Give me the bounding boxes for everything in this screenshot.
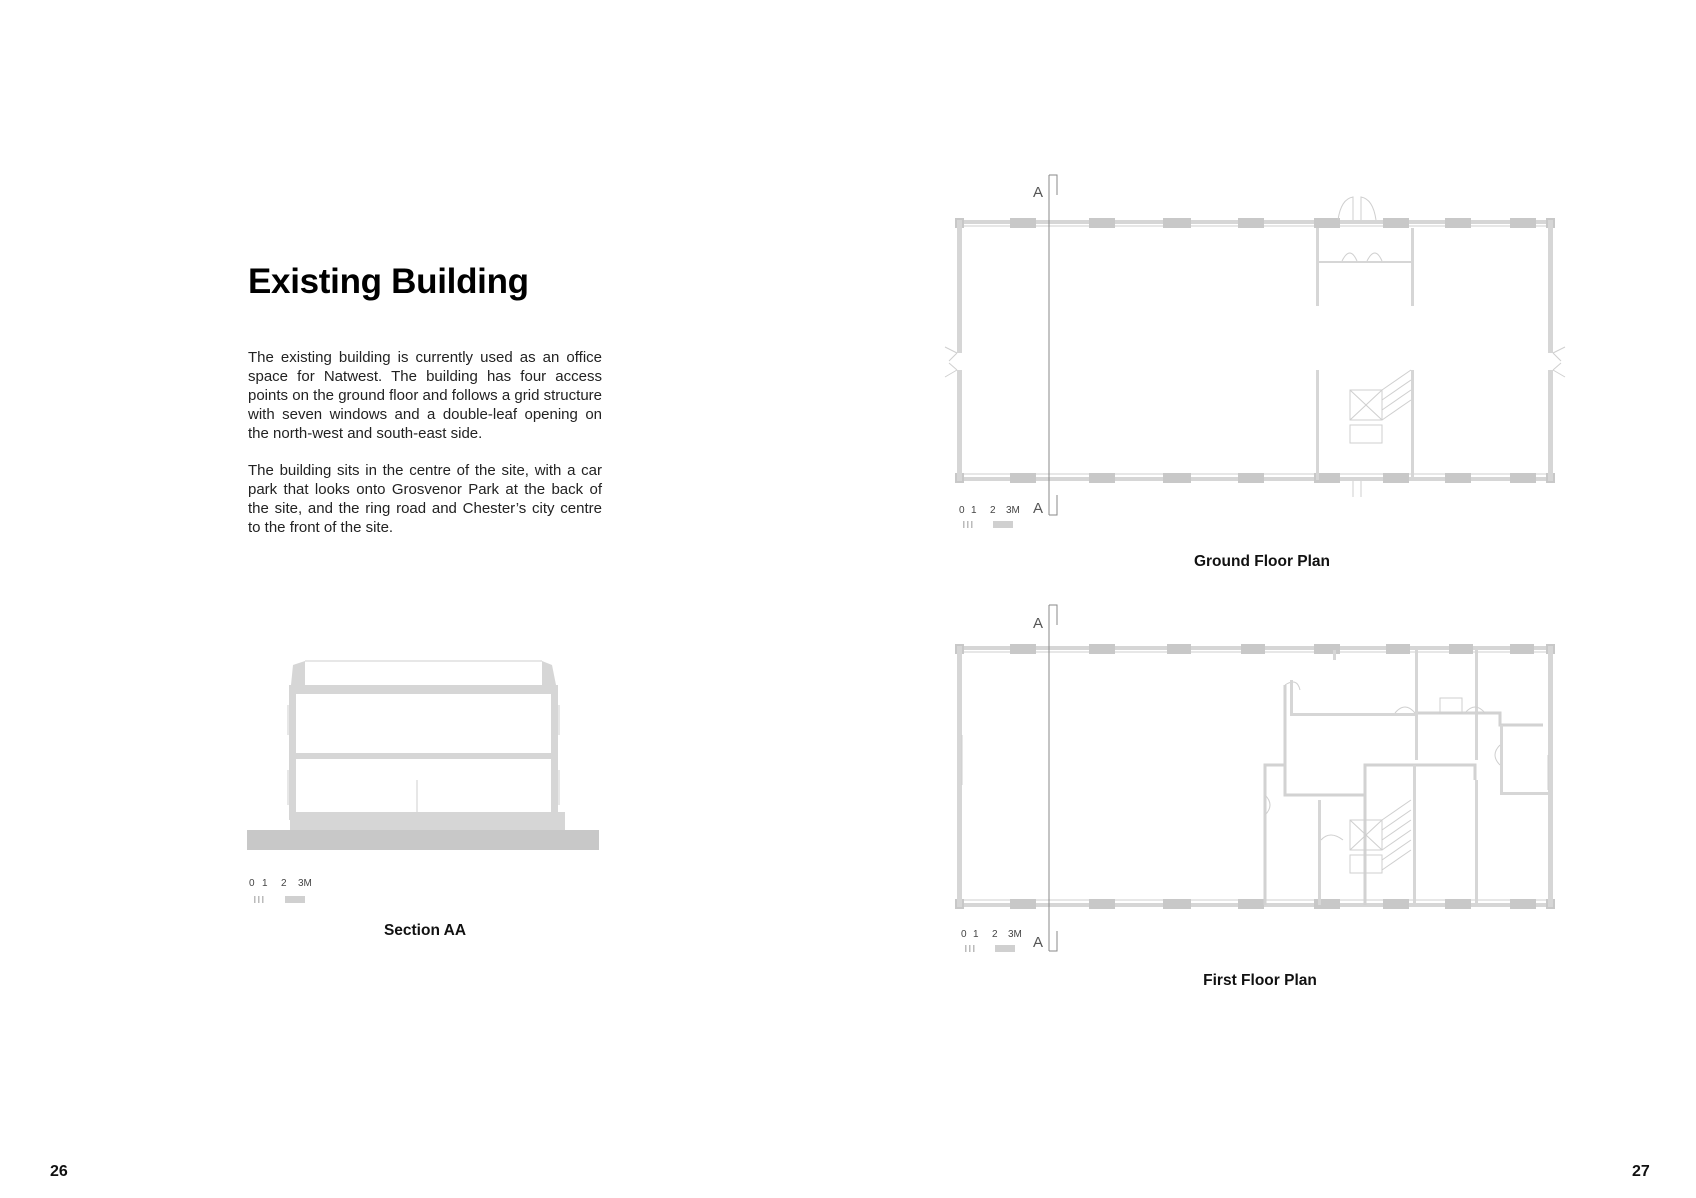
section-aa-caption: Section AA bbox=[383, 922, 467, 939]
first-floor-plan bbox=[945, 605, 1565, 955]
svg-text:2: 2 bbox=[281, 878, 287, 889]
section-aa-drawing bbox=[245, 655, 605, 889]
gf-section-marker-bottom: A bbox=[1033, 500, 1044, 517]
svg-text:3M: 3M bbox=[298, 878, 312, 889]
svg-text:1: 1 bbox=[262, 878, 268, 889]
ground-floor-plan-caption: Ground Floor Plan bbox=[1193, 553, 1331, 570]
svg-text:0: 0 bbox=[249, 878, 255, 889]
section-scale-bar bbox=[249, 878, 312, 903]
svg-text:3M: 3M bbox=[1006, 505, 1020, 516]
svg-text:3M: 3M bbox=[1008, 929, 1022, 940]
svg-text:1: 1 bbox=[973, 929, 979, 940]
svg-text:2: 2 bbox=[992, 929, 998, 940]
page-number-right: 27 bbox=[1632, 1163, 1650, 1180]
ff-section-marker-bottom: A bbox=[1033, 934, 1044, 951]
ff-scale-bar bbox=[961, 929, 1022, 952]
page-title: Existing Building bbox=[248, 262, 529, 301]
svg-text:2: 2 bbox=[990, 505, 996, 516]
svg-text:1: 1 bbox=[971, 505, 977, 516]
page-number-left: 26 bbox=[50, 1163, 68, 1180]
ff-section-marker-top: A bbox=[1033, 615, 1044, 632]
gf-scale-bar bbox=[959, 505, 1020, 528]
first-floor-plan-caption: First Floor Plan bbox=[1203, 972, 1317, 989]
gf-section-marker-top: A bbox=[1033, 184, 1044, 201]
svg-text:0: 0 bbox=[959, 505, 965, 516]
svg-text:0: 0 bbox=[961, 929, 967, 940]
body-paragraph-2: The building sits in the centre of the site, with a car park that looks onto Grosvenor Park at the back of the site, and the ring road and Chester’s city centre to the front of the site. bbox=[248, 462, 602, 536]
ground-floor-plan bbox=[945, 175, 1565, 525]
body-paragraph-1: The existing building is currently used as an office space for Natwest. The building has four access points on the ground floor and follows a grid structure with seven windows and a double-leaf opening on the north-west and south-east side. bbox=[248, 349, 602, 442]
